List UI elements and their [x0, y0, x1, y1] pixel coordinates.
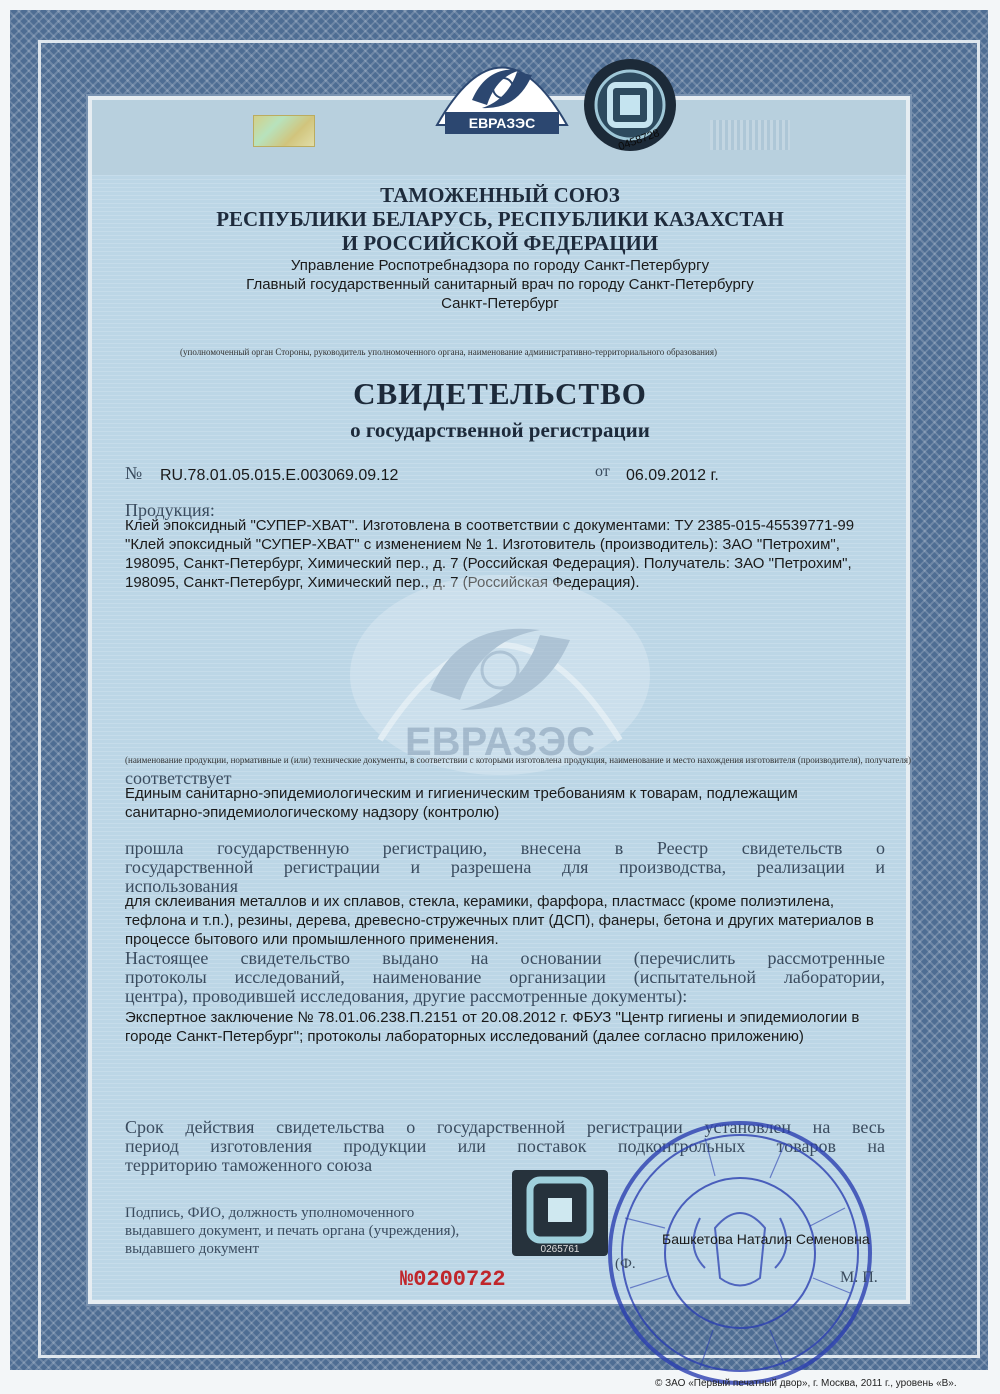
seal-number: 0458728: [616, 127, 662, 154]
product-label: Продукция:: [125, 500, 215, 520]
document-title: СВИДЕТЕЛЬСТВО: [353, 376, 647, 411]
validity-line-1: Срок действия свидетельства о государственной регистрации установлен на весь: [125, 1117, 885, 1137]
hologram-seal-icon: [580, 55, 680, 155]
watermark-text: ЕВРАЗЭС: [404, 720, 596, 764]
basis-value-line-2: городе Санкт-Петербург"; протоколы лабораторных исследований (далее согласно приложению): [125, 1028, 804, 1045]
logo-text: ЕВРАЗЭС: [468, 115, 536, 131]
product-caption: (наименование продукции, нормативные и (или) технические документы, в соответствии с которыми изготовлена продукция, наименование и место нахождения изготовителя (производителя), получателя): [125, 755, 912, 765]
basis-line-3: центра), проводившей исследования, другие рассмотренные документы):: [125, 986, 688, 1006]
hologram-strip-right: [710, 120, 790, 150]
registered-line-3: использования: [125, 876, 239, 896]
hologram-sticker-icon: [510, 1168, 610, 1258]
signature-line-2: выдавшего документ, и печать органа (учреждения),: [125, 1223, 460, 1239]
fio-mark: (Ф.: [615, 1256, 636, 1272]
official-stamp-icon: [605, 1118, 875, 1388]
printer-footer: © ЗАО «Первый печатный двор», г. Москва, 2011 г., уровень «В».: [655, 1378, 957, 1389]
authority-line-2: Главный государственный санитарный врач по городу Санкт-Петербургу: [246, 276, 754, 293]
eurasec-watermark-icon: [340, 570, 660, 780]
serial-number: №0200722: [400, 1267, 506, 1292]
registered-line-1: прошла государственную регистрацию, внесена в Реестр свидетельств о: [125, 838, 885, 858]
header-line-1: ТАМОЖЕННЫЙ СОЮЗ: [380, 183, 620, 207]
validity-line-3: территорию таможенного союза: [125, 1155, 373, 1175]
validity-line-2: период изготовления продукции или поставок подконтрольных товаров на: [125, 1136, 885, 1156]
product-line-4: 198095, Санкт-Петербург, Химический пер., д. 7 (Российская Федерация).: [125, 574, 640, 591]
conformity-line-1: Единым санитарно-эпидемиологическим и гигиеническим требованиям к товарам, подлежащим: [125, 785, 798, 802]
signature-line-3: выдавшего документ: [125, 1241, 260, 1257]
mp-mark: М. П.: [840, 1269, 878, 1286]
signature-line-1: Подпись, ФИО, должность уполномоченного: [125, 1205, 415, 1221]
conformity-label: соответствует: [125, 768, 232, 788]
header-line-2: РЕСПУБЛИКИ БЕЛАРУСЬ, РЕСПУБЛИКИ КАЗАХСТАН: [216, 207, 784, 231]
hologram-strip-left: [253, 115, 315, 147]
authority-line-3: Санкт-Петербург: [441, 295, 559, 312]
usage-line-3: процессе бытового или промышленного применения.: [125, 931, 499, 948]
product-line-2: "Клей эпоксидный "СУПЕР-ХВАТ" с изменением № 1. Изготовитель (производитель): ЗАО "Петрохим",: [125, 536, 840, 553]
date-label: от: [595, 463, 610, 480]
signatory-name: Башкетова Наталия Семеновна: [662, 1231, 870, 1247]
registered-line-2: государственной регистрации и разрешена для производства, реализации и: [125, 857, 885, 877]
eurasec-logo-icon: [427, 30, 577, 150]
number-label: №: [125, 463, 143, 483]
basis-line-1: Настоящее свидетельство выдано на основании (перечислить рассмотренные: [125, 948, 885, 968]
conformity-line-2: санитарно-эпидемиологическому надзору (контролю): [125, 804, 500, 821]
product-line-1: Клей эпоксидный "СУПЕР-ХВАТ". Изготовлена в соответствии с документами: ТУ 2385-015-45539771-99: [125, 517, 855, 534]
usage-line-2: тефлона и т.п.), резины, дерева, древесно-стружечных плит (ДСП), фанеры, бетона и других материалов в: [125, 912, 874, 929]
holo-number: 0265761: [540, 1244, 580, 1255]
product-line-3: 198095, Санкт-Петербург, Химический пер., д. 7 (Российская Федерация). Получатель: ЗАО "Петрохим",: [125, 555, 852, 572]
usage-line-1: для склеивания металлов и их сплавов, стекла, керамики, фарфора, пластмасс (кроме полиэтилена,: [125, 893, 835, 910]
authority-caption: (уполномоченный орган Стороны, руководитель уполномоченного органа, наименование административно-территориального образования): [180, 347, 717, 357]
authority-line-1: Управление Роспотребнадзора по городу Санкт-Петербургу: [290, 257, 710, 274]
basis-line-2: протоколы исследований, наименование организации (испытательной лаборатории,: [125, 967, 885, 987]
registration-number: RU.78.01.05.015.Е.003069.09.12: [160, 467, 399, 484]
registration-date: 06.09.2012 г.: [626, 467, 719, 484]
header-line-3: И РОССИЙСКОЙ ФЕДЕРАЦИИ: [341, 231, 659, 255]
basis-value-line-1: Экспертное заключение № 78.01.06.238.П.2151 от 20.08.2012 г. ФБУЗ "Центр гигиены и эпидемиологии в: [125, 1009, 860, 1026]
document-subtitle: о государственной регистрации: [350, 418, 650, 442]
